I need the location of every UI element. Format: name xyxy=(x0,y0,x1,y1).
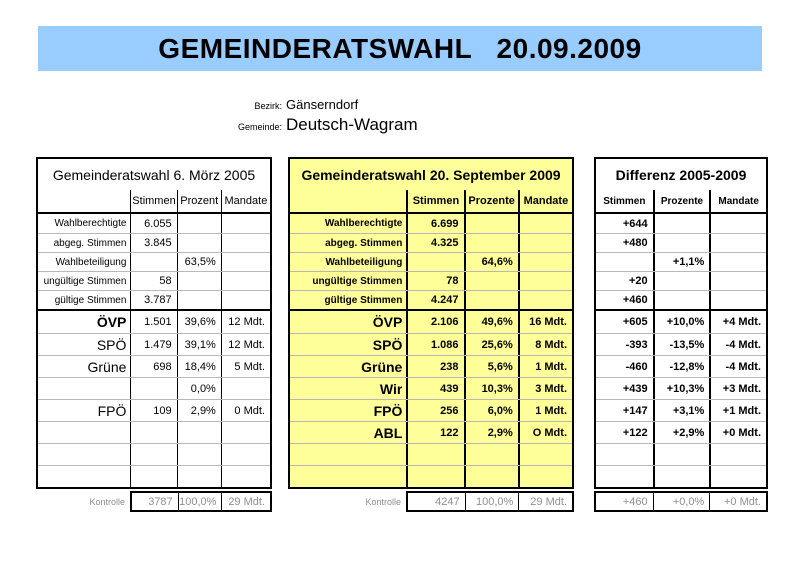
party-row xyxy=(38,377,270,399)
mandate-cell xyxy=(221,378,270,399)
party-name: Wir xyxy=(379,380,403,397)
mandate-cell xyxy=(221,234,270,252)
col-header-stimmen: Stimmen xyxy=(406,190,463,212)
kontrolle-stimmen: +460 xyxy=(622,495,648,508)
party-row xyxy=(290,355,572,377)
party-name xyxy=(290,466,406,487)
mandate-cell xyxy=(709,272,766,290)
stimmen-cell: +605 xyxy=(622,316,648,328)
stimmen-cell: 3.845 xyxy=(130,234,176,252)
mandate-cell: 1 Mdt. xyxy=(518,356,572,377)
table-differenz-title: Differenz 2005-2009 xyxy=(615,166,747,183)
stat-label: Wahlberechtigte xyxy=(54,218,127,229)
kontrolle-mandate: 29 Mdt. xyxy=(221,493,270,510)
stat-row xyxy=(290,290,572,309)
prozent-cell: 39,6% xyxy=(177,311,221,333)
kontrolle-row xyxy=(594,491,768,512)
prozent-cell xyxy=(177,214,221,233)
mandate-cell xyxy=(221,466,270,487)
mandate-cell xyxy=(709,444,766,465)
stimmen-cell: 58 xyxy=(130,272,176,290)
prozent-cell: 0,0% xyxy=(177,378,221,399)
stimmen-cell xyxy=(130,422,176,443)
mandate-cell: 8 Mdt. xyxy=(518,334,572,355)
gemeinde-row xyxy=(150,115,418,135)
mandate-cell: O Mdt. xyxy=(518,422,572,443)
party-row xyxy=(596,465,766,487)
mandate-cell xyxy=(709,291,766,309)
table-2009 xyxy=(288,157,574,512)
prozent-cell xyxy=(177,466,221,487)
stimmen-cell xyxy=(596,466,653,487)
parties-section xyxy=(596,309,766,487)
stat-row xyxy=(596,271,766,290)
kontrolle-prozent: 100,0% xyxy=(465,493,519,510)
stat-row xyxy=(290,252,572,271)
prozente-cell xyxy=(464,444,518,465)
prozente-cell xyxy=(653,444,710,465)
kontrolle-label: Kontrolle xyxy=(89,496,125,507)
prozente-cell xyxy=(653,466,710,487)
party-row xyxy=(596,333,766,355)
stimmen-cell: +122 xyxy=(622,426,648,439)
prozente-cell: 2,9% xyxy=(464,422,518,443)
stat-label: gültige Stimmen xyxy=(324,294,403,306)
stimmen-cell xyxy=(130,444,176,465)
party-row xyxy=(290,465,572,487)
prozente-cell xyxy=(464,234,518,252)
mandate-cell xyxy=(518,444,572,465)
stat-row xyxy=(38,271,270,290)
party-row xyxy=(38,311,270,333)
mandate-cell: +1 Mdt. xyxy=(709,400,766,421)
prozente-cell: 64,6% xyxy=(464,253,518,271)
table-2005-box xyxy=(36,157,272,489)
party-row xyxy=(38,443,270,465)
stat-row xyxy=(596,252,766,271)
kontrolle-values xyxy=(406,491,574,512)
stimmen-cell: -460 xyxy=(625,360,648,373)
mandate-cell: -4 Mdt. xyxy=(709,356,766,377)
prozent-cell: 18,4% xyxy=(177,356,221,377)
col-header-mandate: Mandate xyxy=(221,190,270,212)
parties-section xyxy=(38,309,270,487)
party-row xyxy=(596,421,766,443)
mandate-cell: -4 Mdt. xyxy=(709,334,766,355)
prozente-cell: +10,3% xyxy=(653,378,710,399)
prozent-cell xyxy=(177,291,221,309)
table-2005-title: Gemeinderatswahl 6. Mörz 2005 xyxy=(52,166,256,183)
party-name: SPÖ xyxy=(372,336,403,353)
stimmen-cell: 3.787 xyxy=(130,291,176,309)
kontrolle-values xyxy=(594,491,768,512)
stat-label: Wahlbeteiligung xyxy=(55,256,127,268)
parties-section xyxy=(290,309,572,487)
table-differenz xyxy=(594,157,768,512)
mandate-cell: 16 Mdt. xyxy=(518,311,572,333)
party-row xyxy=(290,333,572,355)
table-2005-header-row xyxy=(38,190,270,212)
mandate-cell: 3 Mdt. xyxy=(518,378,572,399)
mandate-cell xyxy=(221,291,270,309)
prozente-cell: -13,5% xyxy=(653,334,710,355)
kontrolle-prozent: 100,0% xyxy=(178,493,222,510)
stat-row xyxy=(290,233,572,252)
page-title: GEMEINDERATSWAHL 20.09.2009 xyxy=(158,32,642,64)
prozente-cell: 49,6% xyxy=(464,311,518,333)
col-header-stimmen: Stimmen xyxy=(130,190,176,212)
mandate-cell: +4 Mdt. xyxy=(709,311,766,333)
stimmen-cell: 6.055 xyxy=(130,214,176,233)
stimmen-cell xyxy=(406,253,463,271)
prozent-cell: 2,9% xyxy=(177,400,221,421)
mandate-cell xyxy=(518,253,572,271)
prozent-cell: 63,5% xyxy=(177,253,221,271)
stats-section xyxy=(38,212,270,309)
stat-row xyxy=(290,214,572,233)
stimmen-cell: 78 xyxy=(406,272,463,290)
mandate-cell xyxy=(518,214,572,233)
bezirk-value: Gänserndorf xyxy=(286,97,359,112)
kontrolle-label: Kontrolle xyxy=(365,496,401,507)
mandate-cell xyxy=(221,253,270,271)
party-name: Grüne xyxy=(361,358,403,375)
stimmen-cell xyxy=(130,466,176,487)
col-header-mandate: Mandate xyxy=(709,190,766,212)
prozente-cell xyxy=(464,291,518,309)
party-name: FPÖ xyxy=(97,402,127,419)
stimmen-cell: +147 xyxy=(622,404,648,417)
stat-label: Wahlberechtigte xyxy=(324,218,403,229)
prozente-cell: 25,6% xyxy=(464,334,518,355)
title-banner xyxy=(38,26,762,71)
kontrolle-stimmen: 4247 xyxy=(435,495,460,508)
table-2005 xyxy=(36,157,272,512)
gemeinde-label: Gemeinde: xyxy=(237,122,282,132)
col-header-stimmen: Stimmen xyxy=(603,195,646,207)
kontrolle-prozent: +0,0% xyxy=(653,493,710,510)
stat-row xyxy=(596,290,766,309)
prozente-cell xyxy=(464,272,518,290)
prozente-cell: +2,9% xyxy=(653,422,710,443)
bezirk-row xyxy=(150,97,358,112)
bezirk-label: Bezirk: xyxy=(254,101,282,111)
party-row xyxy=(290,377,572,399)
stimmen-cell: 2.106 xyxy=(406,311,463,333)
party-name xyxy=(38,378,130,399)
stat-label: abgeg. Stimmen xyxy=(325,237,403,249)
kontrolle-row xyxy=(288,491,574,512)
stimmen-cell: -393 xyxy=(625,338,648,351)
party-name: ÖVP xyxy=(96,314,127,330)
party-row xyxy=(38,333,270,355)
stimmen-cell xyxy=(130,378,176,399)
party-name: FPÖ xyxy=(373,402,403,419)
stimmen-cell xyxy=(596,444,653,465)
stat-label: ungültige Stimmen xyxy=(312,275,403,287)
col-header-prozente: Prozente xyxy=(653,190,710,212)
stat-row xyxy=(38,214,270,233)
party-name xyxy=(290,444,406,465)
party-row xyxy=(290,311,572,333)
table-differenz-box xyxy=(594,157,768,489)
prozente-cell xyxy=(464,214,518,233)
mandate-cell xyxy=(518,272,572,290)
table-differenz-header-row xyxy=(596,190,766,212)
stimmen-cell: +460 xyxy=(622,294,648,306)
party-name xyxy=(38,422,130,443)
empty-header-cell xyxy=(290,190,406,212)
prozent-cell xyxy=(177,422,221,443)
prozent-cell xyxy=(177,272,221,290)
kontrolle-mandate: +0 Mdt. xyxy=(709,493,766,510)
stimmen-cell xyxy=(130,253,176,271)
stat-row xyxy=(38,233,270,252)
mandate-cell xyxy=(518,234,572,252)
party-row xyxy=(38,465,270,487)
prozente-cell xyxy=(653,272,710,290)
prozente-cell: +10,0% xyxy=(653,311,710,333)
mandate-cell xyxy=(709,214,766,233)
mandate-cell xyxy=(221,422,270,443)
party-name: ÖVP xyxy=(372,314,403,330)
mandate-cell: 5 Mdt. xyxy=(221,356,270,377)
party-row xyxy=(38,421,270,443)
prozente-cell: 10,3% xyxy=(464,378,518,399)
party-name xyxy=(38,466,130,487)
stimmen-cell: 109 xyxy=(130,400,176,421)
prozente-cell: +1,1% xyxy=(653,253,710,271)
mandate-cell: +0 Mdt. xyxy=(709,422,766,443)
party-name xyxy=(38,444,130,465)
mandate-cell xyxy=(221,214,270,233)
mandate-cell xyxy=(709,466,766,487)
stat-row xyxy=(596,214,766,233)
party-name: SPÖ xyxy=(96,336,127,353)
col-header-prozente: Prozente xyxy=(464,190,518,212)
table-2009-header-row xyxy=(290,190,572,212)
kontrolle-row xyxy=(36,491,272,512)
stimmen-cell: +20 xyxy=(628,275,648,287)
stat-row xyxy=(38,290,270,309)
stat-row xyxy=(38,252,270,271)
party-name: Grüne xyxy=(87,358,127,375)
col-header-mandate: Mandate xyxy=(518,190,572,212)
col-header-prozent: Prozent xyxy=(177,190,221,212)
prozente-cell xyxy=(464,466,518,487)
stat-label: Wahlbeteiligung xyxy=(325,256,403,268)
stimmen-cell: 698 xyxy=(130,356,176,377)
stimmen-cell: +644 xyxy=(622,217,648,230)
empty-header-cell xyxy=(38,190,130,212)
party-row xyxy=(290,421,572,443)
party-name: ABL xyxy=(373,424,403,441)
prozente-cell: +3,1% xyxy=(653,400,710,421)
stat-row xyxy=(290,271,572,290)
stimmen-cell xyxy=(406,466,463,487)
prozente-cell xyxy=(653,291,710,309)
mandate-cell: +3 Mdt. xyxy=(709,378,766,399)
prozent-cell xyxy=(177,444,221,465)
kontrolle-mandate: 29 Mdt. xyxy=(518,493,572,510)
prozente-cell xyxy=(653,234,710,252)
stats-section xyxy=(596,212,766,309)
mandate-cell: 12 Mdt. xyxy=(221,334,270,355)
party-row xyxy=(38,399,270,421)
stimmen-cell xyxy=(596,253,653,271)
gemeinde-value: Deutsch-Wagram xyxy=(286,115,418,134)
kontrolle-stimmen: 3787 xyxy=(148,495,173,508)
party-row xyxy=(596,355,766,377)
mandate-cell: 1 Mdt. xyxy=(518,400,572,421)
party-row xyxy=(596,443,766,465)
mandate-cell xyxy=(221,444,270,465)
mandate-cell xyxy=(518,291,572,309)
prozente-cell: 5,6% xyxy=(464,356,518,377)
stat-row xyxy=(596,233,766,252)
stimmen-cell: +439 xyxy=(622,382,648,395)
party-row xyxy=(38,355,270,377)
mandate-cell xyxy=(221,272,270,290)
prozente-cell xyxy=(653,214,710,233)
stimmen-cell: 122 xyxy=(406,422,463,443)
stat-label: abgeg. Stimmen xyxy=(53,237,127,249)
prozente-cell: -12,8% xyxy=(653,356,710,377)
mandate-cell: 12 Mdt. xyxy=(221,311,270,333)
stimmen-cell: 4.247 xyxy=(406,291,463,309)
prozent-cell: 39,1% xyxy=(177,334,221,355)
prozente-cell: 6,0% xyxy=(464,400,518,421)
party-row xyxy=(596,311,766,333)
table-2009-box xyxy=(288,157,574,489)
stimmen-cell: 256 xyxy=(406,400,463,421)
party-row xyxy=(596,399,766,421)
stimmen-cell: +480 xyxy=(622,237,648,249)
stimmen-cell: 238 xyxy=(406,356,463,377)
stat-label: ungültige Stimmen xyxy=(43,275,127,287)
prozent-cell xyxy=(177,234,221,252)
party-row xyxy=(290,443,572,465)
mandate-cell: 0 Mdt. xyxy=(221,400,270,421)
party-row xyxy=(290,399,572,421)
stimmen-cell: 1.086 xyxy=(406,334,463,355)
mandate-cell xyxy=(518,466,572,487)
stimmen-cell: 439 xyxy=(406,378,463,399)
kontrolle-values xyxy=(130,491,272,512)
stimmen-cell: 6.699 xyxy=(406,214,463,233)
stimmen-cell: 1.501 xyxy=(130,311,176,333)
stimmen-cell: 4.325 xyxy=(406,234,463,252)
stats-section xyxy=(290,212,572,309)
stat-label: gültige Stimmen xyxy=(54,294,127,306)
stimmen-cell xyxy=(406,444,463,465)
party-row xyxy=(596,377,766,399)
table-2009-title: Gemeinderatswahl 20. September 2009 xyxy=(301,166,561,183)
stimmen-cell: 1.479 xyxy=(130,334,176,355)
mandate-cell xyxy=(709,234,766,252)
mandate-cell xyxy=(709,253,766,271)
